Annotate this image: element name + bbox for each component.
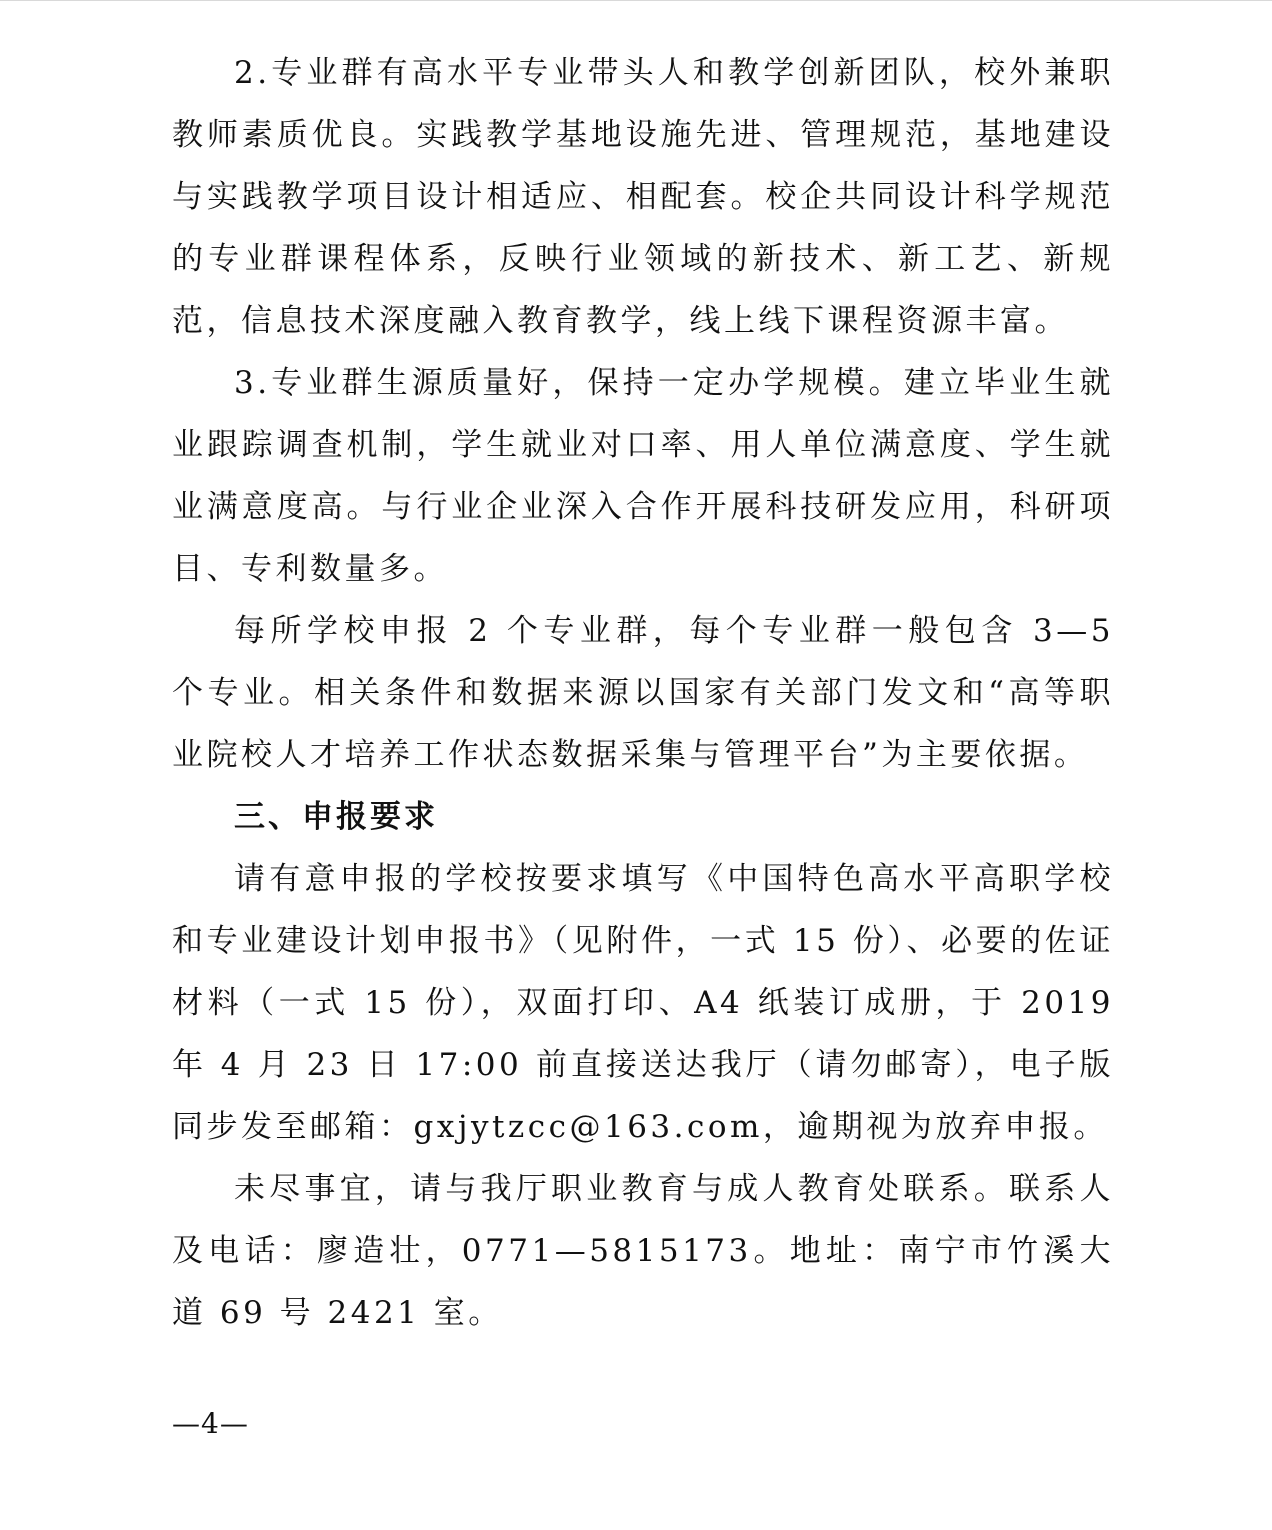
page-number: —4—: [172, 1407, 249, 1440]
paragraph-contact: 未尽事宜，请与我厅职业教育与成人教育处联系。联系人及电话：廖造壮，0771—5815173。地址：南宁市竹溪大道 69 号 2421 室。: [172, 1171, 1114, 1331]
top-border-line: [0, 0, 1272, 1]
paragraph-criteria-2: 2.专业群有高水平专业带头人和教学创新团队，校外兼职教师素质优良。实践教学基地设施先进、管理规范，基地建设与实践教学项目设计相适应、相配套。校企共同设计科学规范的专业群课程体系，反映行业领域的新技术、新工艺、新规范，信息技术深度融入教育教学，线上线下课程资源丰富。: [172, 55, 1114, 339]
section-heading: 三、申报要求: [234, 799, 438, 835]
paragraph-criteria-3: 3.专业群生源质量好，保持一定办学规模。建立毕业生就业跟踪调查机制，学生就业对口率、用人单位满意度、学生就业满意度高。与行业企业深入合作开展科技研发应用，科研项目、专利数量多。: [172, 365, 1114, 587]
document-body: [172, 42, 1114, 1344]
paragraph-quota: 每所学校申报 2 个专业群，每个专业群一般包含 3—5 个专业。相关条件和数据来源以国家有关部门发文和“高等职业院校人才培养工作状态数据采集与管理平台”为主要依据。: [172, 613, 1114, 773]
paragraph-submission: 请有意申报的学校按要求填写《中国特色高水平高职学校和专业建设计划申报书》（见附件，一式 15 份）、必要的佐证材料（一式 15 份），双面打印、A4 纸装订成册，于 2019 年 4 月 23 日 17:00 前直接送达我厅（请勿邮寄），电子版同步发至邮箱：gxjytzcc@163.com，逾期视为放弃申报。: [172, 861, 1114, 1145]
